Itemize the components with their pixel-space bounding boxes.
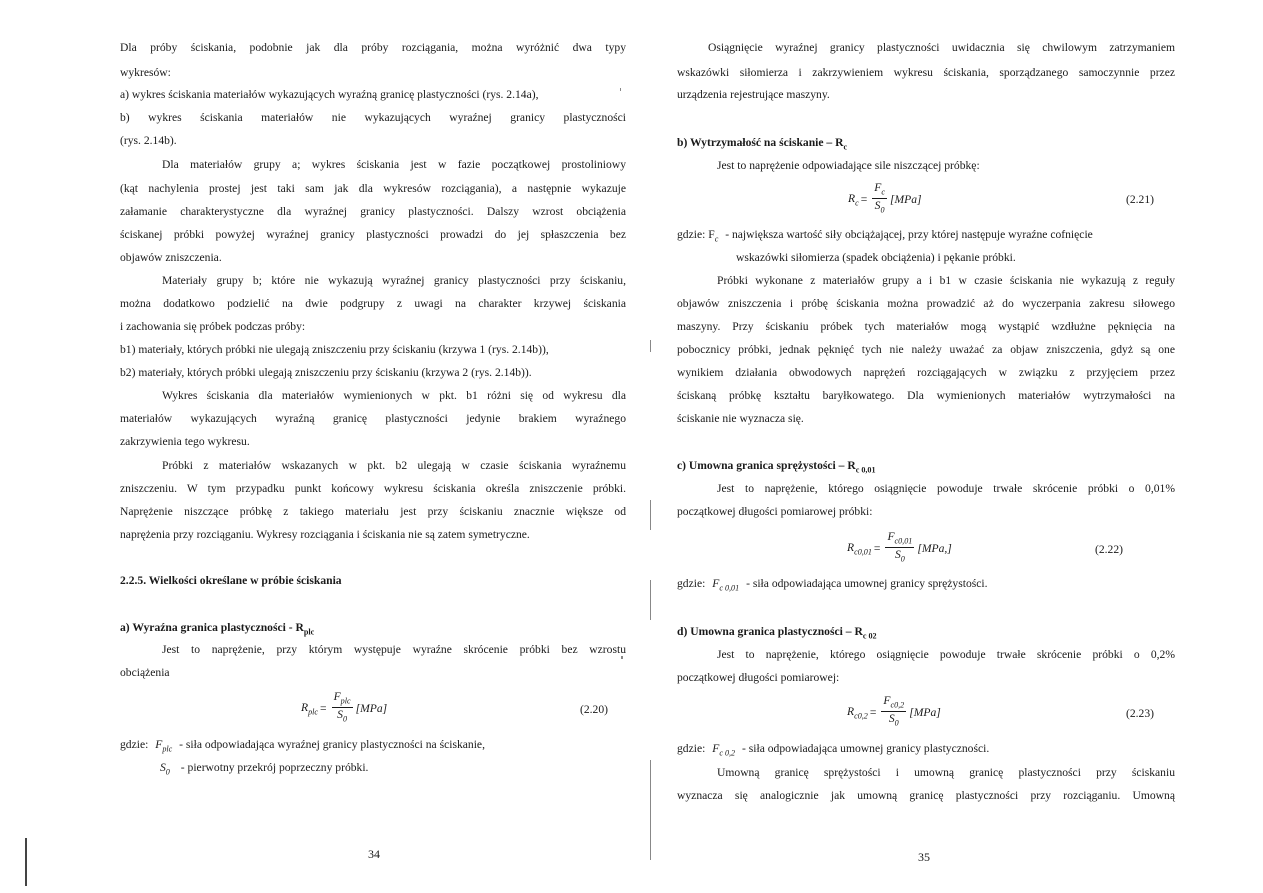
equation-number: (2.21)	[1126, 193, 1155, 206]
equation-number: (2.23)	[1126, 707, 1155, 720]
paragraph-line: Naprężenie niszczące próbkę z takiego materiału jest przy ściskaniu znacznie większe od	[120, 505, 626, 518]
scan-margin-mark	[25, 838, 27, 886]
definition-line: gdzie: $F_{c 0,2}$ - siła odpowiadająca umownej granicy plastyczności.	[677, 742, 990, 758]
page-number: 34	[368, 847, 380, 861]
definition-line: $S_0$ - pierwotny przekrój poprzeczny próbki.	[160, 761, 369, 777]
paragraph-line: naprężenia przy rozciąganiu. Wykresy rozciągania i ściskania nie są zatem symetryczne.	[120, 528, 530, 541]
paragraph-line: Wykres ściskania dla materiałów wymienionych w pkt. b1 różni się od wykresu dla	[162, 389, 626, 402]
left-page	[0, 0, 630, 893]
paragraph-line: pobocznicy próbki, jednak pęknięć tych nie należy uważać za objaw zniszczenia, gdyż są one	[677, 343, 1175, 356]
paragraph-line: objawów zniszczenia.	[120, 251, 222, 264]
paragraph-line: (kąt nachylenia prostej jest taki sam jak dla wykresów rozciągania), a następnie wykazuje	[120, 182, 626, 195]
paragraph-line: i zachowania się próbek podczas próby:	[120, 320, 306, 333]
list-item: b1) materiały, których próbki nie ulegają zniszczeniu przy ściskaniu (krzywa 1 (rys. 2.14b)),	[120, 343, 549, 356]
paragraph-line: początkowej długości pomiarowej:	[677, 671, 840, 684]
paragraph-line: można dodatkowo podzielić na dwie podgrupy z uwagi na charakter krzywej ściskania	[120, 297, 626, 310]
paragraph-line: Jest to naprężenie, przy którym występuje wyraźne skrócenie próbki bez wzrostu	[162, 643, 626, 656]
paragraph-line: (rys. 2.14b).	[120, 134, 177, 147]
list-item: a) wykres ściskania materiałów wykazujących wyraźną granicę plastyczności (rys. 2.14a),	[120, 88, 539, 101]
paragraph-line: wskazówki siłomierza i zakrzywieniem wykresu ściskania, sporządzanego samoczynnie przez	[677, 66, 1175, 79]
equation-2-21: $R_c$ = $\frac{F_c}{S_0}$ [MPa]	[848, 181, 922, 215]
paragraph-line: materiałów wykazujących wyraźną granicę plastyczności jedynie brakiem wyraźnego	[120, 412, 626, 425]
paragraph-line: ściskanej próbki powyżej wyraźnej granicy plastyczności prowadzi do jej spłaszczenia bez	[120, 228, 626, 241]
paragraph-line: Dla materiałów grupy a; wykres ściskania jest w fazie początkowej prostoliniowy	[162, 158, 626, 171]
subsection-heading-d: d) Umowna granica plastyczności – $R_{c 02}$	[677, 625, 877, 641]
equation-2-20: $R_{plc}$ = $\frac{F_{plc}}{S_0}$ [MPa]	[301, 690, 388, 724]
scan-speck	[621, 656, 623, 659]
definition-line: gdzie: $F_{plc}$ - siła odpowiadająca wyraźnej granicy plastyczności na ściskanie,	[120, 738, 485, 754]
paragraph-line: wykresów:	[120, 66, 171, 79]
paragraph-line: Dla próby ściskania, podobnie jak dla próby rozciągania, można wyróżnić dwa typy	[120, 41, 626, 54]
paragraph-line: wynikiem działania obwodowych naprężeń rozciągających w związku z przyjęciem przez	[677, 366, 1175, 379]
paragraph-line: początkowej długości pomiarowej próbki:	[677, 505, 873, 518]
subsection-heading-c: c) Umowna granica sprężystości – $R_{c 0,01}$	[677, 459, 876, 475]
list-item: b2) materiały, których próbki ulegają zniszczeniu przy ściskaniu (krzywa 2 (rys. 2.14b)).	[120, 366, 532, 379]
paragraph-line: zniszczeniu. W tym przypadku punkt końcowy wykresu ściskania określa zniszczenie próbki.	[120, 482, 626, 495]
paragraph-line: maszyny. Przy ściskaniu próbek tych materiałów mogą wystąpić wzdłużne pęknięcia na	[677, 320, 1175, 333]
paragraph-line: urządzenia rejestrujące maszyny.	[677, 88, 830, 101]
right-page	[632, 0, 1263, 893]
definition-line: wskazówki siłomierza (spadek obciążenia) i pękanie próbki.	[736, 251, 1016, 264]
paragraph-line: Jest to naprężenie odpowiadające sile niszczącej próbkę:	[717, 159, 980, 172]
section-heading: 2.2.5. Wielkości określane w próbie ściskania	[120, 574, 342, 587]
paragraph-line: Umowną granicę sprężystości i umowną granicę plastyczności przy ściskaniu	[717, 766, 1175, 779]
definition-line: gdzie: $F_c$ - największa wartość siły obciążającej, przy której następuje wyraźne cofnięcie	[677, 228, 1093, 244]
paragraph-line: Próbki z materiałów wskazanych w pkt. b2 ulegają w czasie ściskania wyraźnemu	[162, 459, 626, 472]
subsection-heading-b: b) Wytrzymałość na ściskanie – $R_c$	[677, 136, 848, 152]
paragraph-line: Osiągnięcie wyraźnej granicy plastyczności uwidacznia się chwilowym zatrzymaniem	[708, 41, 1175, 54]
definition-line: gdzie: $F_{c 0,01}$ - siła odpowiadająca umownej granicy sprężystości.	[677, 577, 988, 593]
equation-2-22: $R_{c0,01}$ = $\frac{F_{c0,01}}{S_0}$ [MPa,]	[847, 530, 952, 564]
equation-2-23: $R_{c0,2}$ = $\frac{F_{c0,2}}{S_0}$ [MPa]	[847, 694, 941, 728]
paragraph-line: objawów zniszczenia i próbę ściskania można prowadzić aż do wyczerpania zakresu siłowego	[677, 297, 1175, 310]
paragraph-line: ściskaną próbkę kształtu baryłkowatego. Dla wymienionych materiałów wytrzymałości na	[677, 389, 1175, 402]
list-item: b) wykres ściskania materiałów nie wykazujących wyraźnej granicy plastyczności	[120, 111, 626, 124]
paragraph-line: obciążenia	[120, 666, 170, 679]
paragraph-line: zakrzywienia tego wykresu.	[120, 435, 250, 448]
page-number: 35	[918, 850, 930, 864]
equation-number: (2.20)	[580, 703, 609, 716]
paragraph-line: Jest to naprężenie, którego osiągnięcie powoduje trwałe skrócenie próbki o 0,01%	[717, 482, 1175, 495]
scan-speck	[620, 88, 621, 91]
paragraph-line: Materiały grupy b; które nie wykazują wyraźnej granicy plastyczności przy ściskaniu,	[162, 274, 626, 287]
paragraph-line: Próbki wykonane z materiałów grupy a i b1 w czasie ściskania nie wykazują z reguły	[717, 274, 1175, 287]
paragraph-line: wyznacza się analogicznie jak umowną granicę plastyczności przy rozciąganiu. Umowną	[677, 789, 1175, 802]
equation-number: (2.22)	[1095, 543, 1124, 556]
paragraph-line: załamanie charakterystyczne dla wyraźnej granicy plastyczności. Dalszy wzrost obciążenia	[120, 205, 626, 218]
subsection-heading-a: a) Wyraźna granica plastyczności - $R_{plc}$	[120, 621, 315, 637]
paragraph-line: ściskanie nie wyznacza się.	[677, 412, 804, 425]
paragraph-line: Jest to naprężenie, którego osiągnięcie powoduje trwałe skrócenie próbki o 0,2%	[717, 648, 1175, 661]
